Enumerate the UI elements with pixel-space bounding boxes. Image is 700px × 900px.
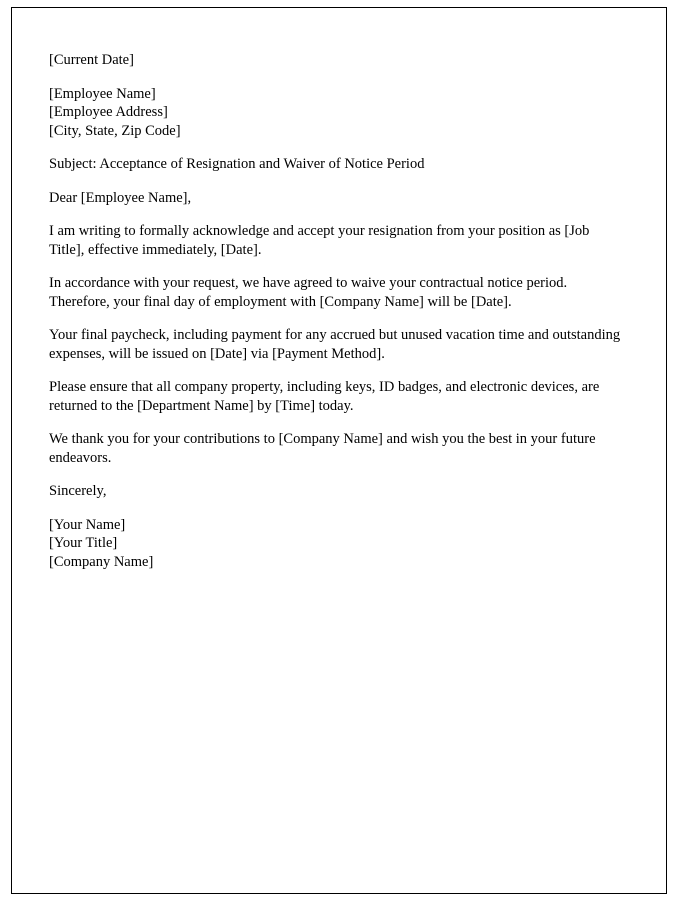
recipient-city-state-zip: [City, State, Zip Code] [49,122,181,139]
signature-company: [Company Name] [49,553,154,570]
signature-block [49,516,626,572]
recipient-block [49,85,626,141]
salutation: Dear [Employee Name], [49,189,192,206]
body-paragraph-2: In accordance with your request, we have agreed to waive your contractual notice period. Therefore, your final day of employment with [Company Name] will be [Date]. [49,275,568,310]
current-date-line: [Current Date] [49,52,134,68]
signature-title: [Your Title] [49,535,118,551]
body-paragraph-1: I am writing to formally acknowledge and accept your resignation from your position as [Job Title], effective immediately, [Date]. [49,223,590,258]
body-paragraph-3: Your final paycheck, including payment for any accrued but unused vacation time and outstanding expenses, will be issued on [Date] via [Payment Method]. [49,327,621,362]
closing: Sincerely, [49,483,107,499]
signature-name: [Your Name] [49,516,126,533]
body-paragraph-4: Please ensure that all company property, including keys, ID badges, and electronic devices, are returned to the [Department Name] by [Time] today. [49,379,600,414]
recipient-address: [Employee Address] [49,104,168,120]
recipient-name: [Employee Name] [49,85,156,102]
letter-page [11,7,667,894]
subject-line: Subject: Acceptance of Resignation and Waiver of Notice Period [49,156,425,172]
body-paragraph-5: We thank you for your contributions to [Company Name] and wish you the best in your future endeavors. [49,431,596,466]
